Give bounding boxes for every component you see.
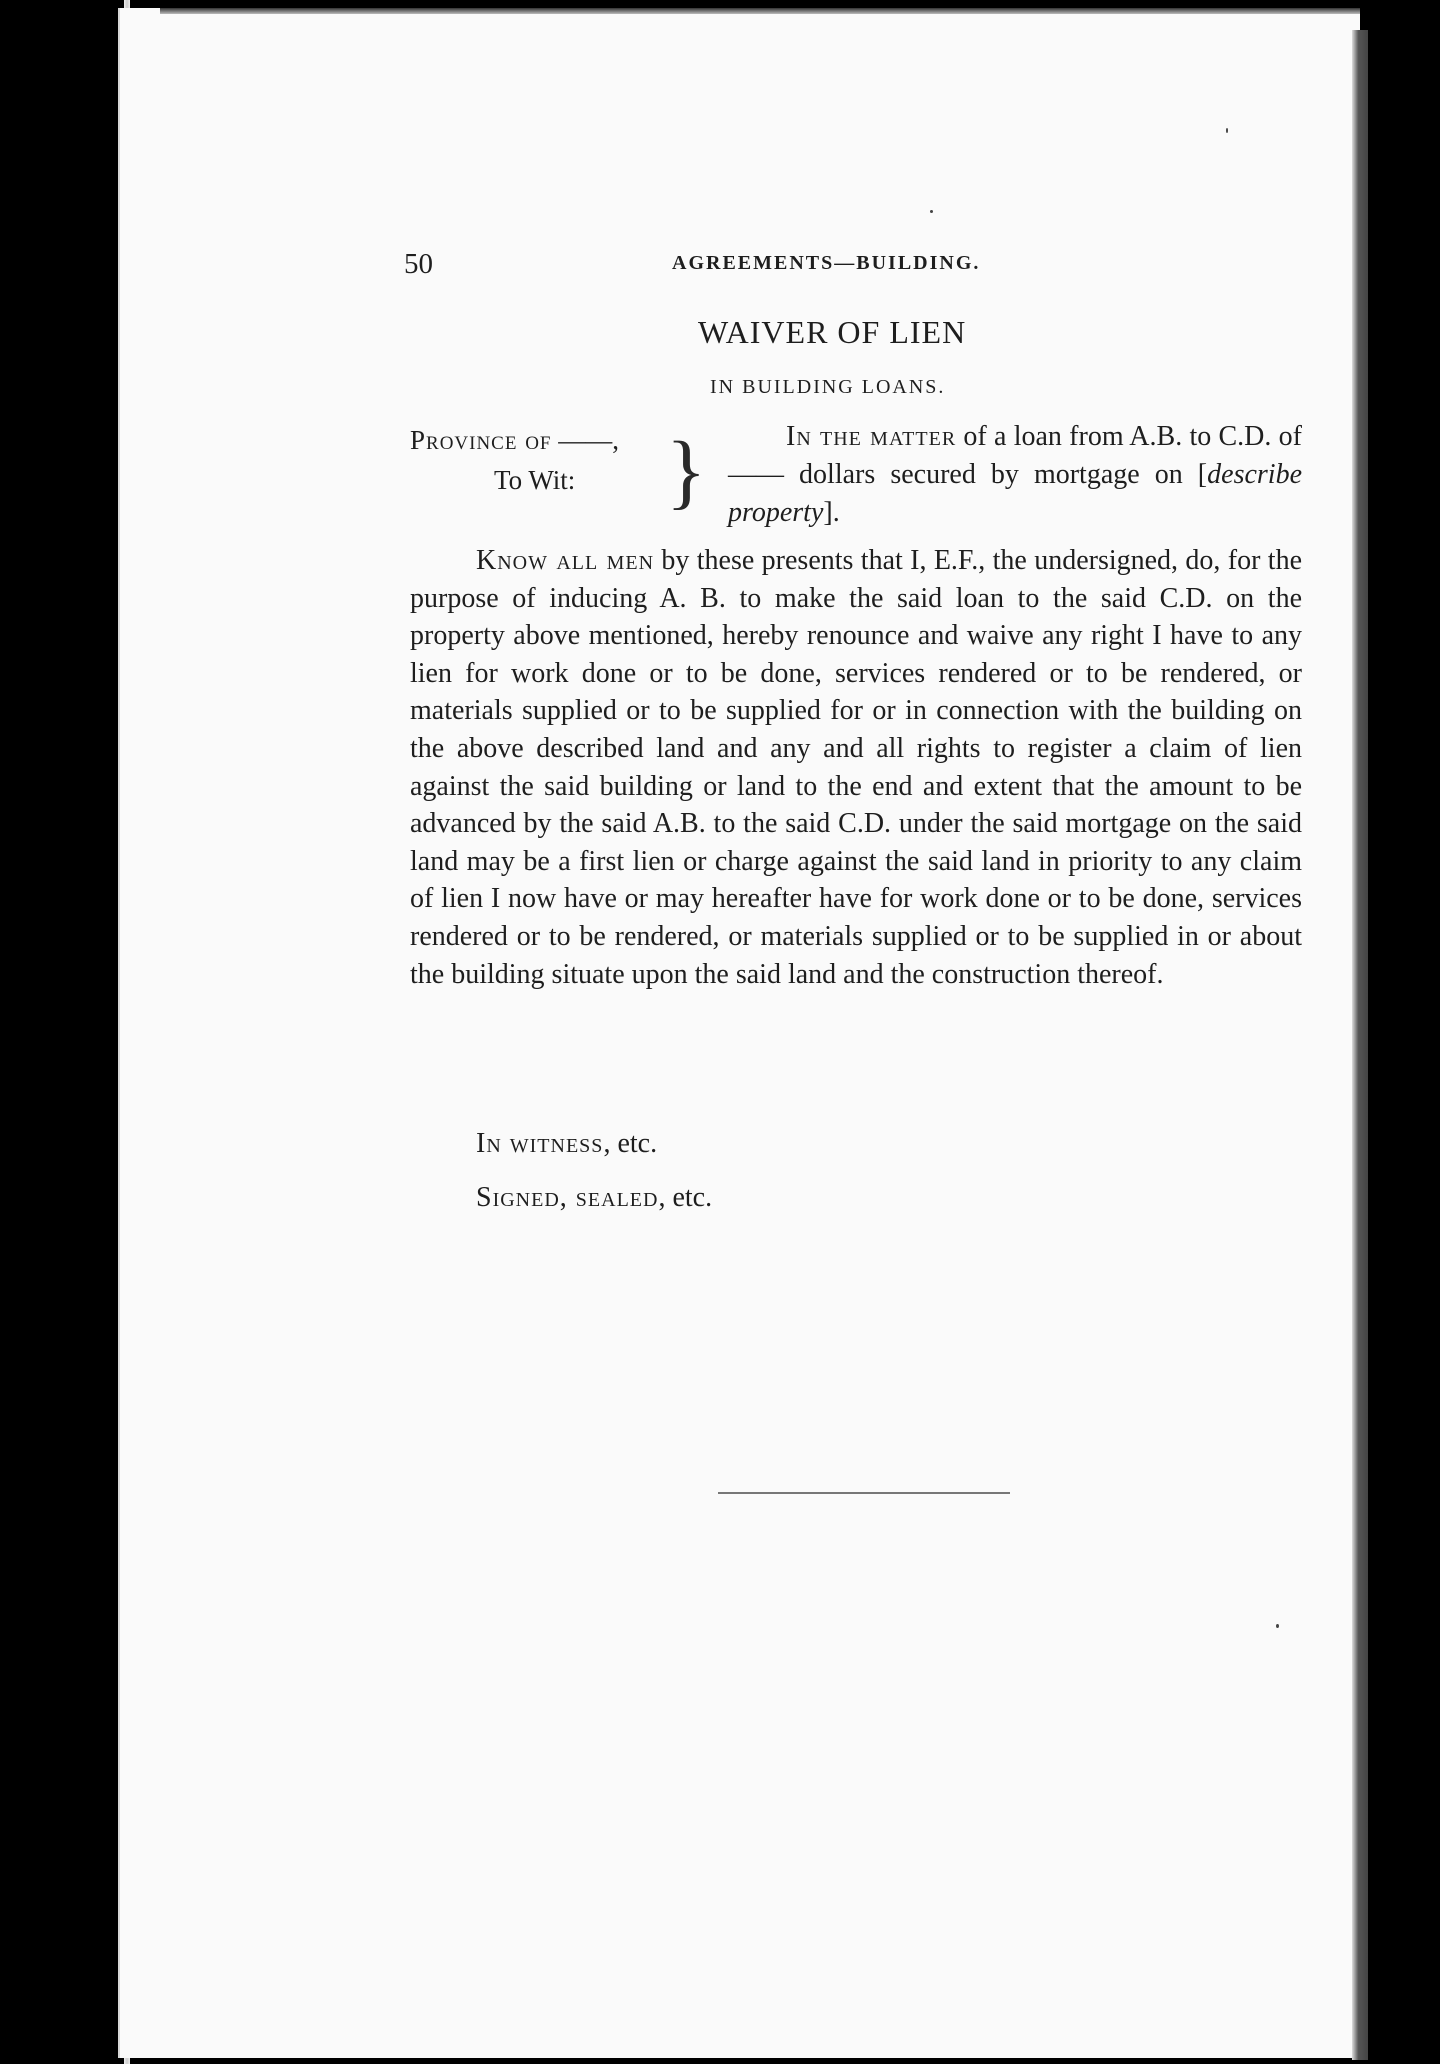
witness-text: , etc.	[603, 1128, 658, 1159]
page-right-edge	[1352, 30, 1368, 2060]
form-title: WAIVER OF LIEN	[698, 314, 967, 350]
province-label: Province of	[410, 425, 552, 455]
witness-lead: In witness	[476, 1128, 604, 1159]
signed-text: , etc.	[658, 1182, 713, 1213]
signed-lead: Signed, sealed	[476, 1182, 659, 1213]
scan-speck	[1276, 1624, 1279, 1628]
matter-text-1: of a loan from A.B. to C.D. of —— dollars secured by mortgage on [	[728, 421, 1302, 490]
witness-line	[476, 1128, 657, 1160]
province-value: ——,	[551, 425, 619, 455]
running-head: AGREEMENTS—BUILDING.	[672, 252, 981, 274]
form-subtitle: IN BUILDING LOANS.	[710, 376, 946, 398]
matter-lead: In the matter	[786, 421, 957, 452]
matter-italic: describe property	[728, 459, 1302, 528]
scan-speck	[930, 210, 933, 213]
page-number: 50	[404, 248, 433, 280]
curly-brace-icon: }	[666, 425, 707, 518]
body-lead: Know all men	[476, 545, 655, 576]
venue-block	[410, 420, 619, 500]
signed-line	[476, 1182, 712, 1214]
end-rule	[718, 1492, 1010, 1494]
body-text: by these presents that I, E.F., the undersigned, do, for the purpose of inducing A. B. to make the said loan to the said C.D. on the property above mentioned, hereby renounce and waive any right I have to any lien for work done or to be done, services rendered or to be rendered, or materials supplied or to be supplied for or in connection with the building on the above described land and any and all rights to register a claim of lien against the said building or land to the end and extent that the amount to be advanced by the said A.B. to the said C.D. under the said mortgage on the said land may be a first lien or charge against the said land in priority to any claim of lien I now have or may hereafter have for work done or to be done, services rendered or to be rendered, or materials supplied or to be supplied in or about the building situate upon the said land and the construction thereof.	[410, 545, 1302, 990]
matter-paragraph	[728, 418, 1302, 532]
to-wit-label: To Wit:	[494, 465, 576, 495]
body-paragraph	[410, 542, 1302, 993]
scan-speck	[1226, 128, 1228, 133]
page-top-edge	[160, 8, 1360, 14]
matter-text-2: ].	[823, 497, 840, 528]
